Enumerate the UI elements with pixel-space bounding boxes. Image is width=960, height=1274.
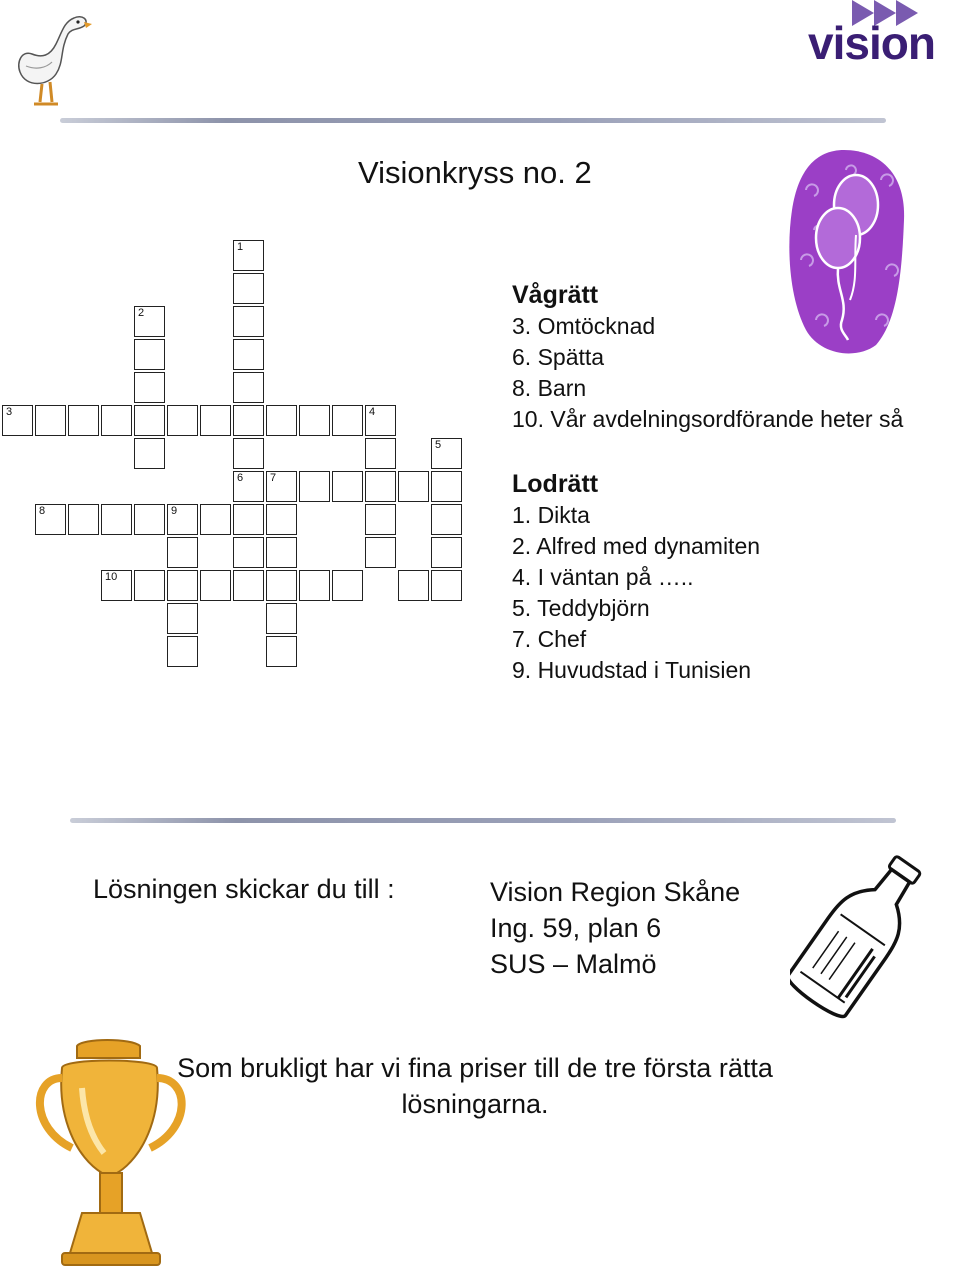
crossword-cell[interactable]: [365, 504, 396, 535]
crossword-cell[interactable]: [266, 570, 297, 601]
crossword-cell[interactable]: [233, 240, 264, 271]
clue-item: 4. I väntan på …..: [512, 564, 694, 590]
crossword-cell[interactable]: [233, 471, 264, 502]
crossword-cell[interactable]: [167, 636, 198, 667]
crossword-cell[interactable]: [2, 405, 33, 436]
crossword-cell[interactable]: [134, 339, 165, 370]
crossword-cell[interactable]: [134, 405, 165, 436]
across-heading: Vågrätt: [512, 281, 599, 309]
prize-text: Som brukligt har vi fina priser till de tre första rätta lösningarna.: [177, 1053, 773, 1119]
crossword-cell[interactable]: [266, 405, 297, 436]
crossword-cell[interactable]: [200, 405, 231, 436]
crossword-cell[interactable]: [332, 405, 363, 436]
crossword-cell[interactable]: [431, 504, 462, 535]
crossword-cell[interactable]: [398, 570, 429, 601]
clue-item: 10. Vår avdelningsordförande heter så: [512, 406, 904, 432]
crossword-cell[interactable]: [233, 273, 264, 304]
clue-number-5: 5: [435, 439, 442, 451]
crossword-cell[interactable]: [167, 603, 198, 634]
crossword-cell[interactable]: [200, 570, 231, 601]
address-line: Ing. 59, plan 6: [490, 913, 662, 943]
crossword-cell[interactable]: [134, 570, 165, 601]
clue-lists: [512, 280, 932, 686]
crossword-cell[interactable]: [365, 471, 396, 502]
crossword-cell[interactable]: [233, 438, 264, 469]
middle-divider: [70, 818, 896, 823]
crossword-cell[interactable]: [233, 405, 264, 436]
crossword-cell[interactable]: [35, 405, 66, 436]
crossword-cell[interactable]: [101, 405, 132, 436]
submit-label: Lösningen skickar du till :: [93, 874, 395, 904]
vision-logo: [808, 0, 958, 70]
clue-number-1: 1: [237, 241, 244, 253]
crossword-cell[interactable]: [68, 405, 99, 436]
crossword-cell[interactable]: [101, 570, 132, 601]
crossword-cell[interactable]: [233, 570, 264, 601]
crossword-cell[interactable]: [233, 537, 264, 568]
logo-text: vision: [808, 17, 935, 69]
crossword-cell[interactable]: [299, 471, 330, 502]
crossword-cell[interactable]: [134, 438, 165, 469]
crossword-cell[interactable]: [365, 537, 396, 568]
crossword-cell[interactable]: [134, 504, 165, 535]
crossword-cell[interactable]: [233, 504, 264, 535]
submit-address: [490, 874, 740, 982]
clue-item: 2. Alfred med dynamiten: [512, 533, 761, 559]
crossword-cell[interactable]: [299, 570, 330, 601]
clue-number-7: 7: [270, 472, 277, 484]
crossword-cell[interactable]: [365, 405, 396, 436]
crossword-cell[interactable]: [167, 504, 198, 535]
page-title: Visionkryss no. 2: [358, 155, 592, 190]
crossword-cell[interactable]: [266, 471, 297, 502]
crossword-cell[interactable]: [200, 504, 231, 535]
crossword-cell[interactable]: [266, 636, 297, 667]
clue-number-6: 6: [237, 472, 244, 484]
crossword-cell[interactable]: [233, 339, 264, 370]
crossword-cell[interactable]: [332, 570, 363, 601]
clue-number-8: 8: [39, 505, 46, 517]
crossword-cell[interactable]: [266, 537, 297, 568]
down-heading: Lodrätt: [512, 470, 599, 498]
crossword-cell[interactable]: [134, 306, 165, 337]
clue-number-4: 4: [369, 406, 376, 418]
clue-item: 7. Chef: [512, 626, 587, 652]
clue-item: 8. Barn: [512, 375, 587, 401]
address-line: Vision Region Skåne: [490, 877, 741, 907]
crossword-cell[interactable]: [431, 570, 462, 601]
crossword-cell[interactable]: [167, 570, 198, 601]
crossword-cell[interactable]: [299, 405, 330, 436]
clue-number-10: 10: [105, 571, 118, 583]
crossword-cell[interactable]: [167, 537, 198, 568]
crossword-cell[interactable]: [365, 438, 396, 469]
address-line: SUS – Malmö: [490, 949, 657, 979]
crossword-cell[interactable]: [332, 471, 363, 502]
crossword-cell[interactable]: [233, 306, 264, 337]
crossword-cell[interactable]: [266, 603, 297, 634]
crossword-cell[interactable]: [134, 372, 165, 403]
crossword-cell[interactable]: [266, 504, 297, 535]
clue-item: 5. Teddybjörn: [512, 595, 650, 621]
crossword-cell[interactable]: [431, 471, 462, 502]
bottle-icon: [790, 848, 925, 1023]
clue-number-3: 3: [6, 406, 13, 418]
crossword-cell[interactable]: [68, 504, 99, 535]
crossword-grid: [0, 0, 470, 680]
crossword-cell[interactable]: [233, 372, 264, 403]
crossword-cell[interactable]: [398, 471, 429, 502]
crossword-cell[interactable]: [431, 537, 462, 568]
clue-item: 1. Dikta: [512, 502, 590, 528]
crossword-cell[interactable]: [101, 504, 132, 535]
clue-item: 9. Huvudstad i Tunisien: [512, 657, 752, 683]
clue-number-2: 2: [138, 307, 145, 319]
crossword-cell[interactable]: [431, 438, 462, 469]
clue-number-9: 9: [171, 505, 178, 517]
crossword-cell[interactable]: [167, 405, 198, 436]
clue-item: 3. Omtöcknad: [512, 313, 656, 339]
clue-item: 6. Spätta: [512, 344, 605, 370]
crossword-cell[interactable]: [35, 504, 66, 535]
